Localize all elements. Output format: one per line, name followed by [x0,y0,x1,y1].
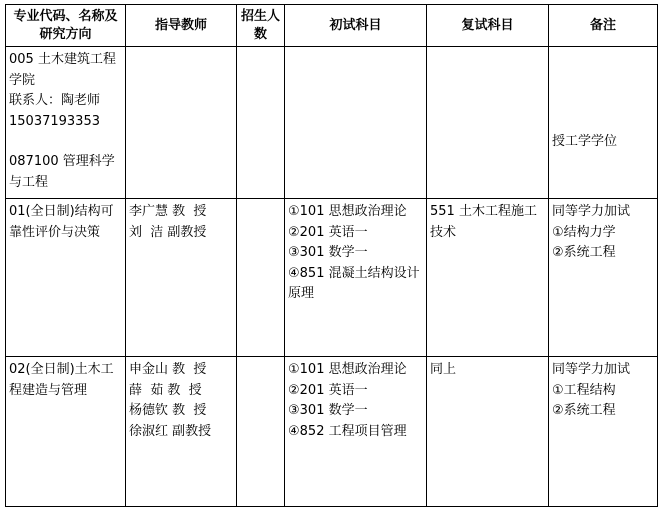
exam-subject: ④851 混凝土结构设计原理 [288,265,420,301]
count-cell [237,199,285,357]
table-row [6,199,658,357]
advisor-cell [126,199,237,357]
enrollment-table [5,4,658,507]
school-exam-cell [285,47,427,199]
exam-subject: ①101 思想政治理论 [288,204,407,219]
header-retest: 复试科目 [427,5,549,47]
advisor-name: 申金山 教 授 [129,362,207,377]
exam-subject: ②201 英语一 [288,224,368,240]
advisor-name: 李广慧 教 授 [129,204,207,219]
note-cell [549,357,658,507]
header-major: 专业代码、名称及研究方向 [6,5,126,47]
school-advisor-cell [126,47,237,199]
table-row [6,357,658,507]
exam-cell [285,357,427,507]
note-line: ②系统工程 [552,245,616,260]
exam-subject: ③301 数学一 [288,403,368,418]
school-note-cell [549,47,658,199]
advisor-name: 刘 洁 副教授 [129,224,207,240]
note-line: ②系统工程 [552,403,616,418]
school-row [6,47,658,199]
header-count: 招生人数 [237,5,285,47]
exam-cell [285,199,427,357]
header-exam: 初试科目 [285,5,427,47]
school-count-cell [237,47,285,199]
direction-cell [6,199,126,357]
exam-subject: ④852 工程项目管理 [288,423,407,439]
direction-cell [6,357,126,507]
degree-note: 授工学学位 [552,134,618,149]
header-note: 备注 [549,5,658,47]
school-info-cell [6,47,126,199]
major-name: 087100 管理科学与工程 [9,154,115,190]
note-line: 同等学力加试 [552,204,631,219]
retest-cell [427,357,549,507]
contact-person: 联系人：陶老师 [9,93,101,108]
contact-phone: 15037193353 [9,113,100,129]
exam-subject: ①101 思想政治理论 [288,362,407,377]
exam-subject: ②201 英语一 [288,382,368,398]
note-line: 同等学力加试 [552,362,631,377]
school-retest-cell [427,47,549,199]
advisor-name: 薛 茹 教 授 [129,382,202,398]
research-direction: 02(全日制)土木工程建造与管理 [9,362,114,398]
header-advisor: 指导教师 [126,5,237,47]
note-cell [549,199,658,357]
note-line: ①结构力学 [552,224,616,240]
research-direction: 01(全日制)结构可靠性评价与决策 [9,204,114,240]
header-row [6,5,658,47]
exam-subject: ③301 数学一 [288,245,368,260]
count-cell [237,357,285,507]
retest-cell [427,199,549,357]
advisor-name: 杨德钦 教 授 [129,403,207,418]
note-line: ①工程结构 [552,382,616,398]
retest-subject: 551 土木工程施工技术 [430,204,537,240]
school-name: 005 土木建筑工程学院 [9,52,116,88]
retest-subject: 同上 [430,362,457,377]
advisor-cell [126,357,237,507]
advisor-name: 徐淑红 副教授 [129,423,212,439]
